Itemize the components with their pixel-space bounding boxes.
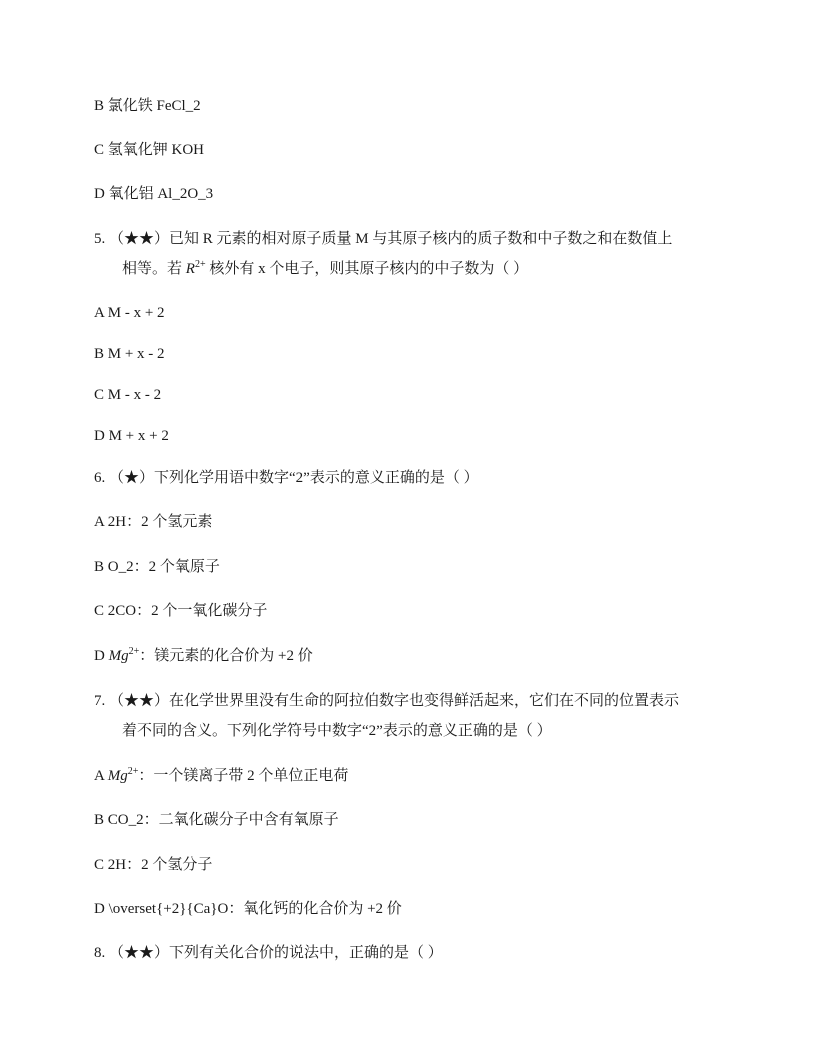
r-symbol: R xyxy=(185,261,195,277)
mg-charge: 2+ xyxy=(128,646,140,657)
question-5-option-a: A M - x + 2 xyxy=(94,305,165,321)
question-5-option-d: D M + x + 2 xyxy=(94,428,169,444)
question-7-line-2: 着不同的含义。下列化学符号中数字“2”表示的意义正确的是（ ） xyxy=(122,723,552,739)
question-6-option-d-text: ：镁元素的化合价为 +2 价 xyxy=(139,648,313,664)
question-5-line-2 xyxy=(122,259,528,279)
option-c-potassium-hydroxide: C 氢氧化钾 KOH xyxy=(94,142,205,158)
mg-symbol: Mg xyxy=(108,648,129,664)
mg-ion-symbol xyxy=(109,648,140,664)
question-8: 8. （★★）下列有关化合价的说法中，正确的是（ ） xyxy=(94,945,443,961)
question-6-option-c: C 2CO：2 个一氧化碳分子 xyxy=(94,603,268,619)
mg-symbol: Mg xyxy=(107,768,128,784)
r-ion-symbol xyxy=(186,261,206,277)
mg-ion-symbol xyxy=(108,768,139,784)
option-d-aluminum-oxide: D 氧化铝 Al_2O_3 xyxy=(94,186,214,202)
question-5-option-c: C M - x - 2 xyxy=(94,387,162,403)
question-6-option-d xyxy=(94,646,313,666)
question-7-option-c: C 2H：2 个氢分子 xyxy=(94,857,213,873)
mg-charge: 2+ xyxy=(127,766,139,777)
question-6-option-a: A 2H：2 个氢元素 xyxy=(94,514,213,530)
r-charge: 2+ xyxy=(194,259,206,270)
question-5-text-after: 核外有 x 个电子，则其原子核内的中子数为（ ） xyxy=(209,261,529,277)
question-7-option-a-text: ：一个镁离子带 2 个单位正电荷 xyxy=(138,768,349,784)
question-7-option-d: D \overset{+2}{Ca}O：氧化钙的化合价为 +2 价 xyxy=(94,901,402,917)
question-7-line-1: 7. （★★）在化学世界里没有生命的阿拉伯数字也变得鲜活起来，它们在不同的位置表示 xyxy=(94,693,680,709)
question-5-option-b: B M + x - 2 xyxy=(94,346,165,362)
question-5-line-1: 5. （★★）已知 R 元素的相对原子质量 M 与其原子核内的质子数和中子数之和在数值上 xyxy=(94,231,673,247)
question-5-text-before: 相等。若 xyxy=(122,261,183,277)
question-6: 6. （★）下列化学用语中数字“2”表示的意义正确的是（ ） xyxy=(94,470,479,486)
question-7-option-b: B CO_2：二氧化碳分子中含有氧原子 xyxy=(94,812,339,828)
question-7-option-a-label: A xyxy=(94,768,105,784)
option-b-ferric-chloride: B 氯化铁 FeCl_2 xyxy=(94,98,201,114)
question-7-option-a xyxy=(94,766,348,786)
question-6-option-d-label: D xyxy=(94,648,105,664)
question-6-option-b: B O_2：2 个氧原子 xyxy=(94,559,220,575)
